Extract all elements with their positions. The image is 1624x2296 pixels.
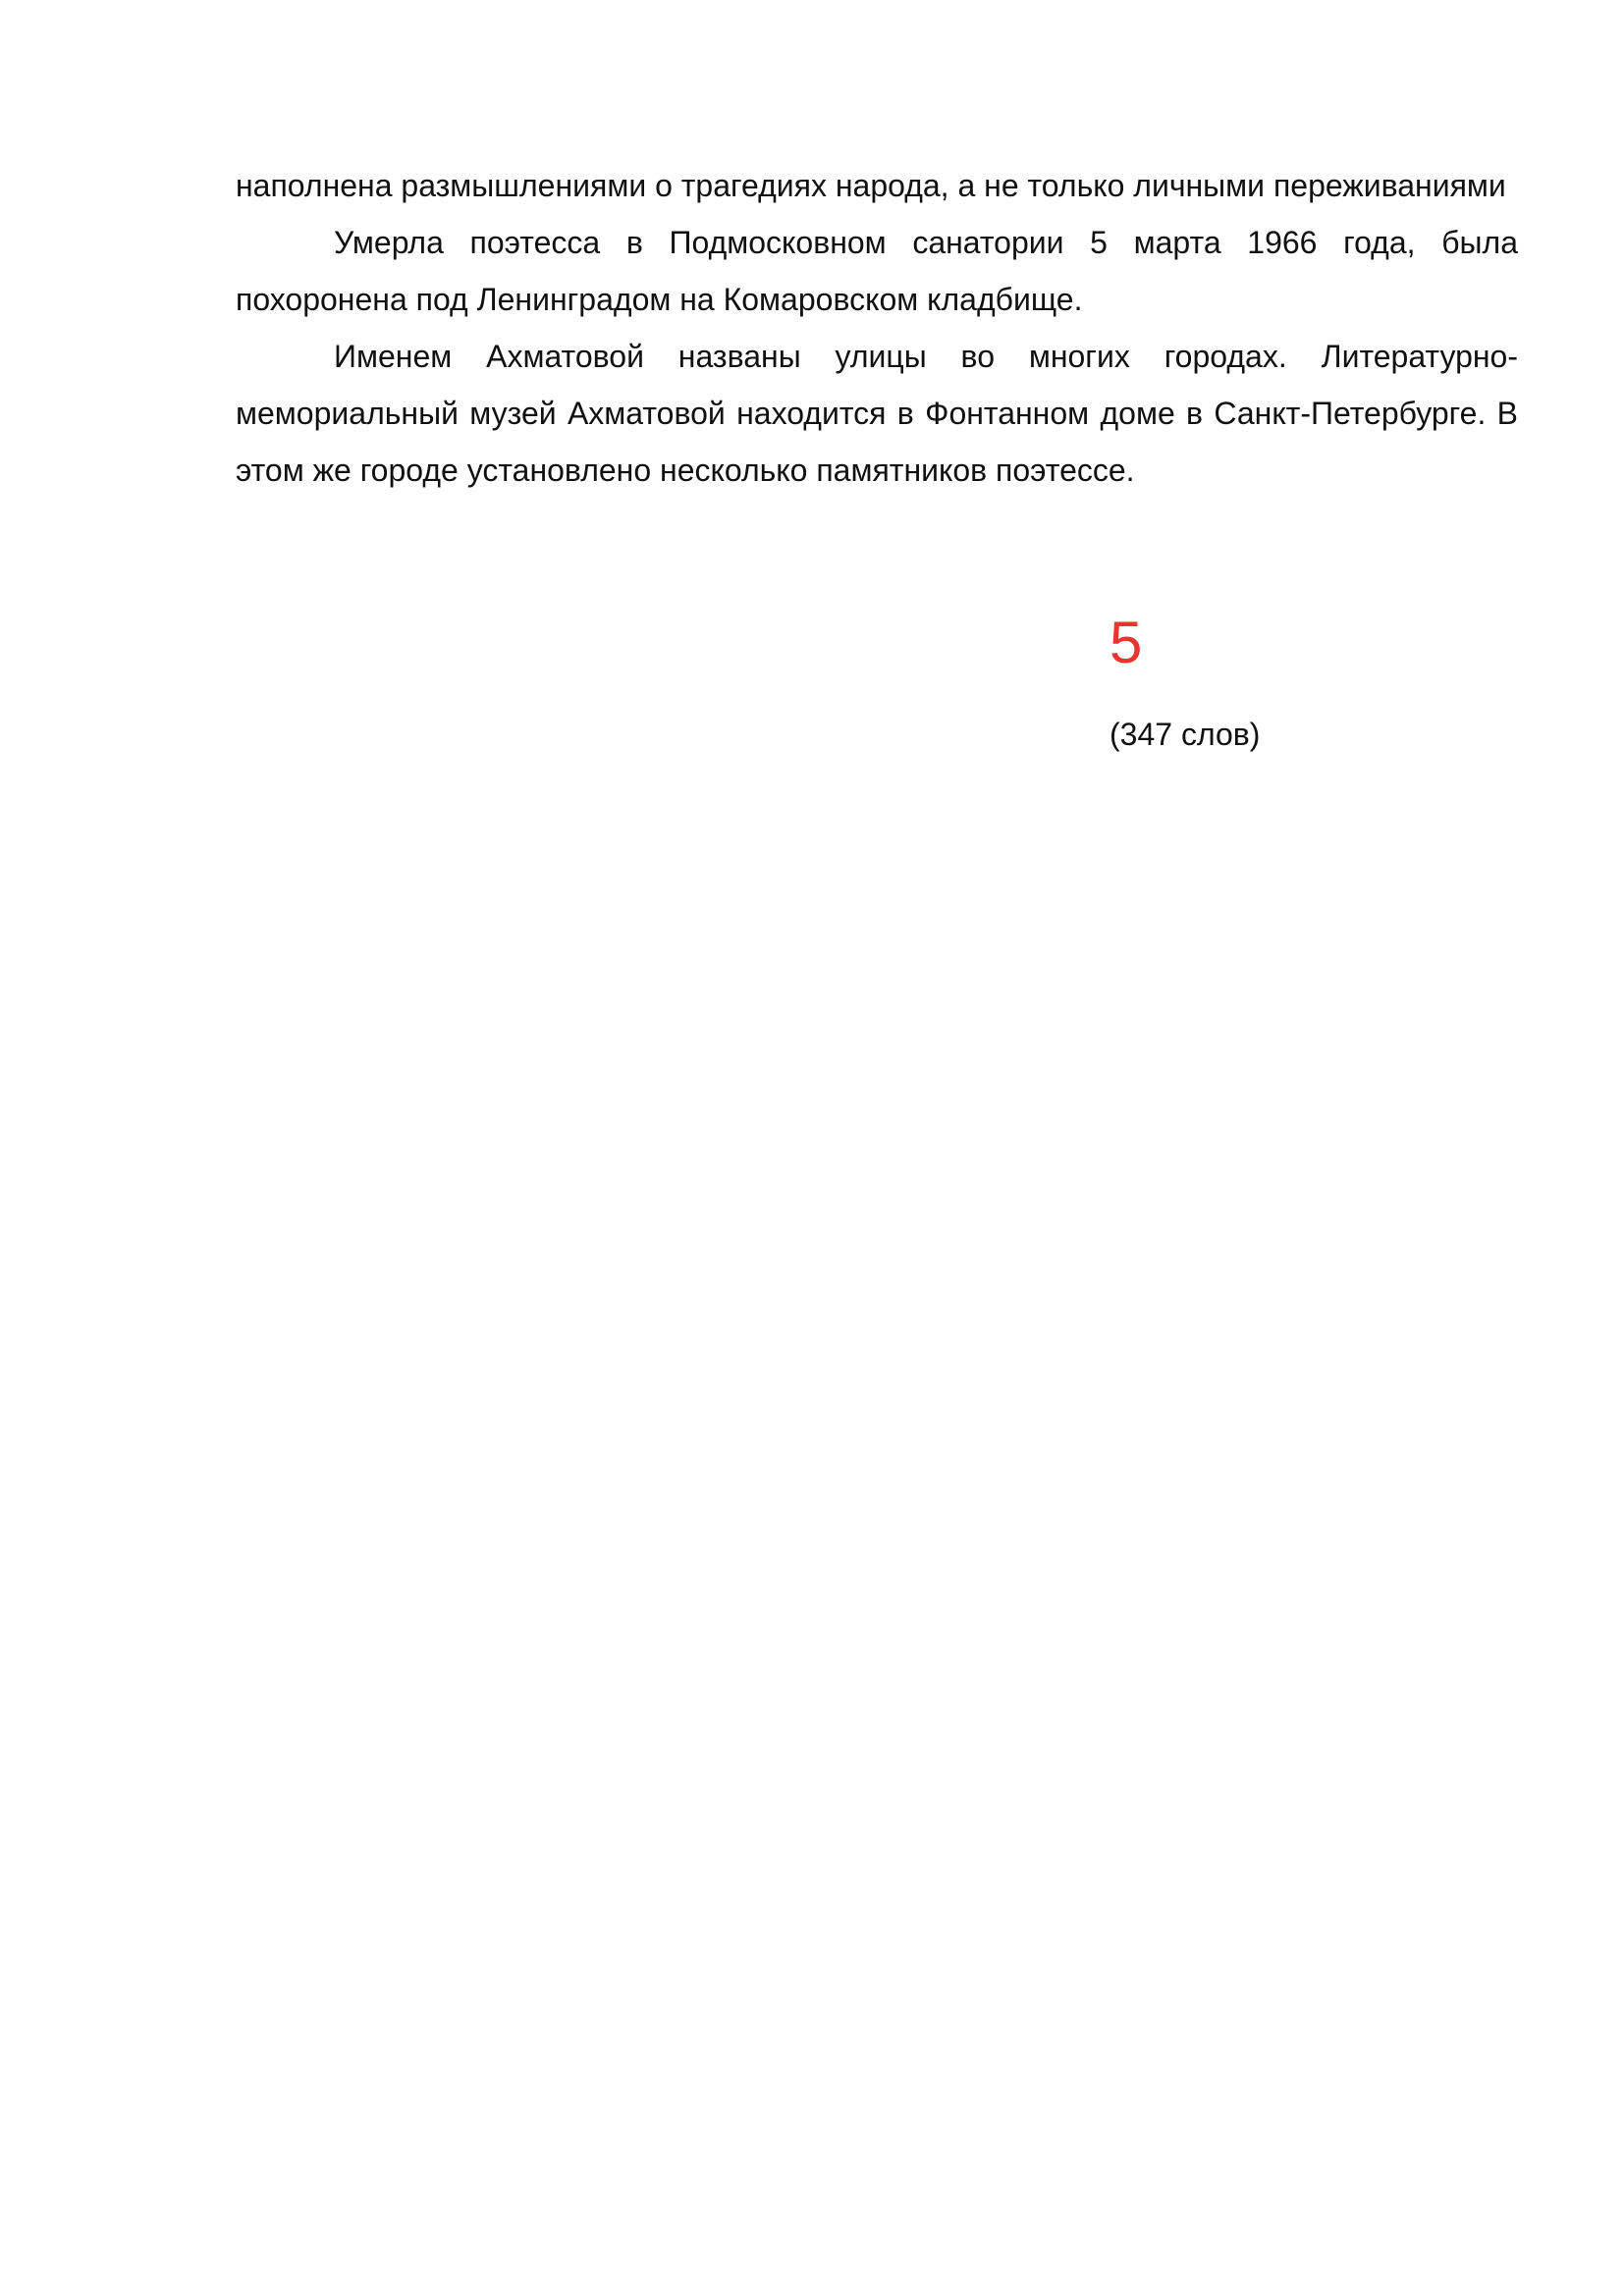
word-count: (347 слов) — [1110, 717, 1261, 752]
body-text — [236, 157, 1518, 499]
paragraph-memorials: Именем Ахматовой названы улицы во многих городах. Литературно-мемориальный музей Ахматовой находится в Фонтанном доме в Санкт-Петербурге. В этом же городе установлено несколько памятников поэтессе. — [236, 339, 1518, 488]
page-number: 5 — [1110, 610, 1143, 675]
paragraph-continuation: наполнена размышлениями о трагедиях народа, а не только личными переживаниями — [236, 168, 1506, 203]
paragraph-death: Умерла поэтесса в Подмосковном санатории 5 марта 1966 года, была похоронена под Ленинградом на Комаровском кладбище. — [236, 225, 1518, 317]
